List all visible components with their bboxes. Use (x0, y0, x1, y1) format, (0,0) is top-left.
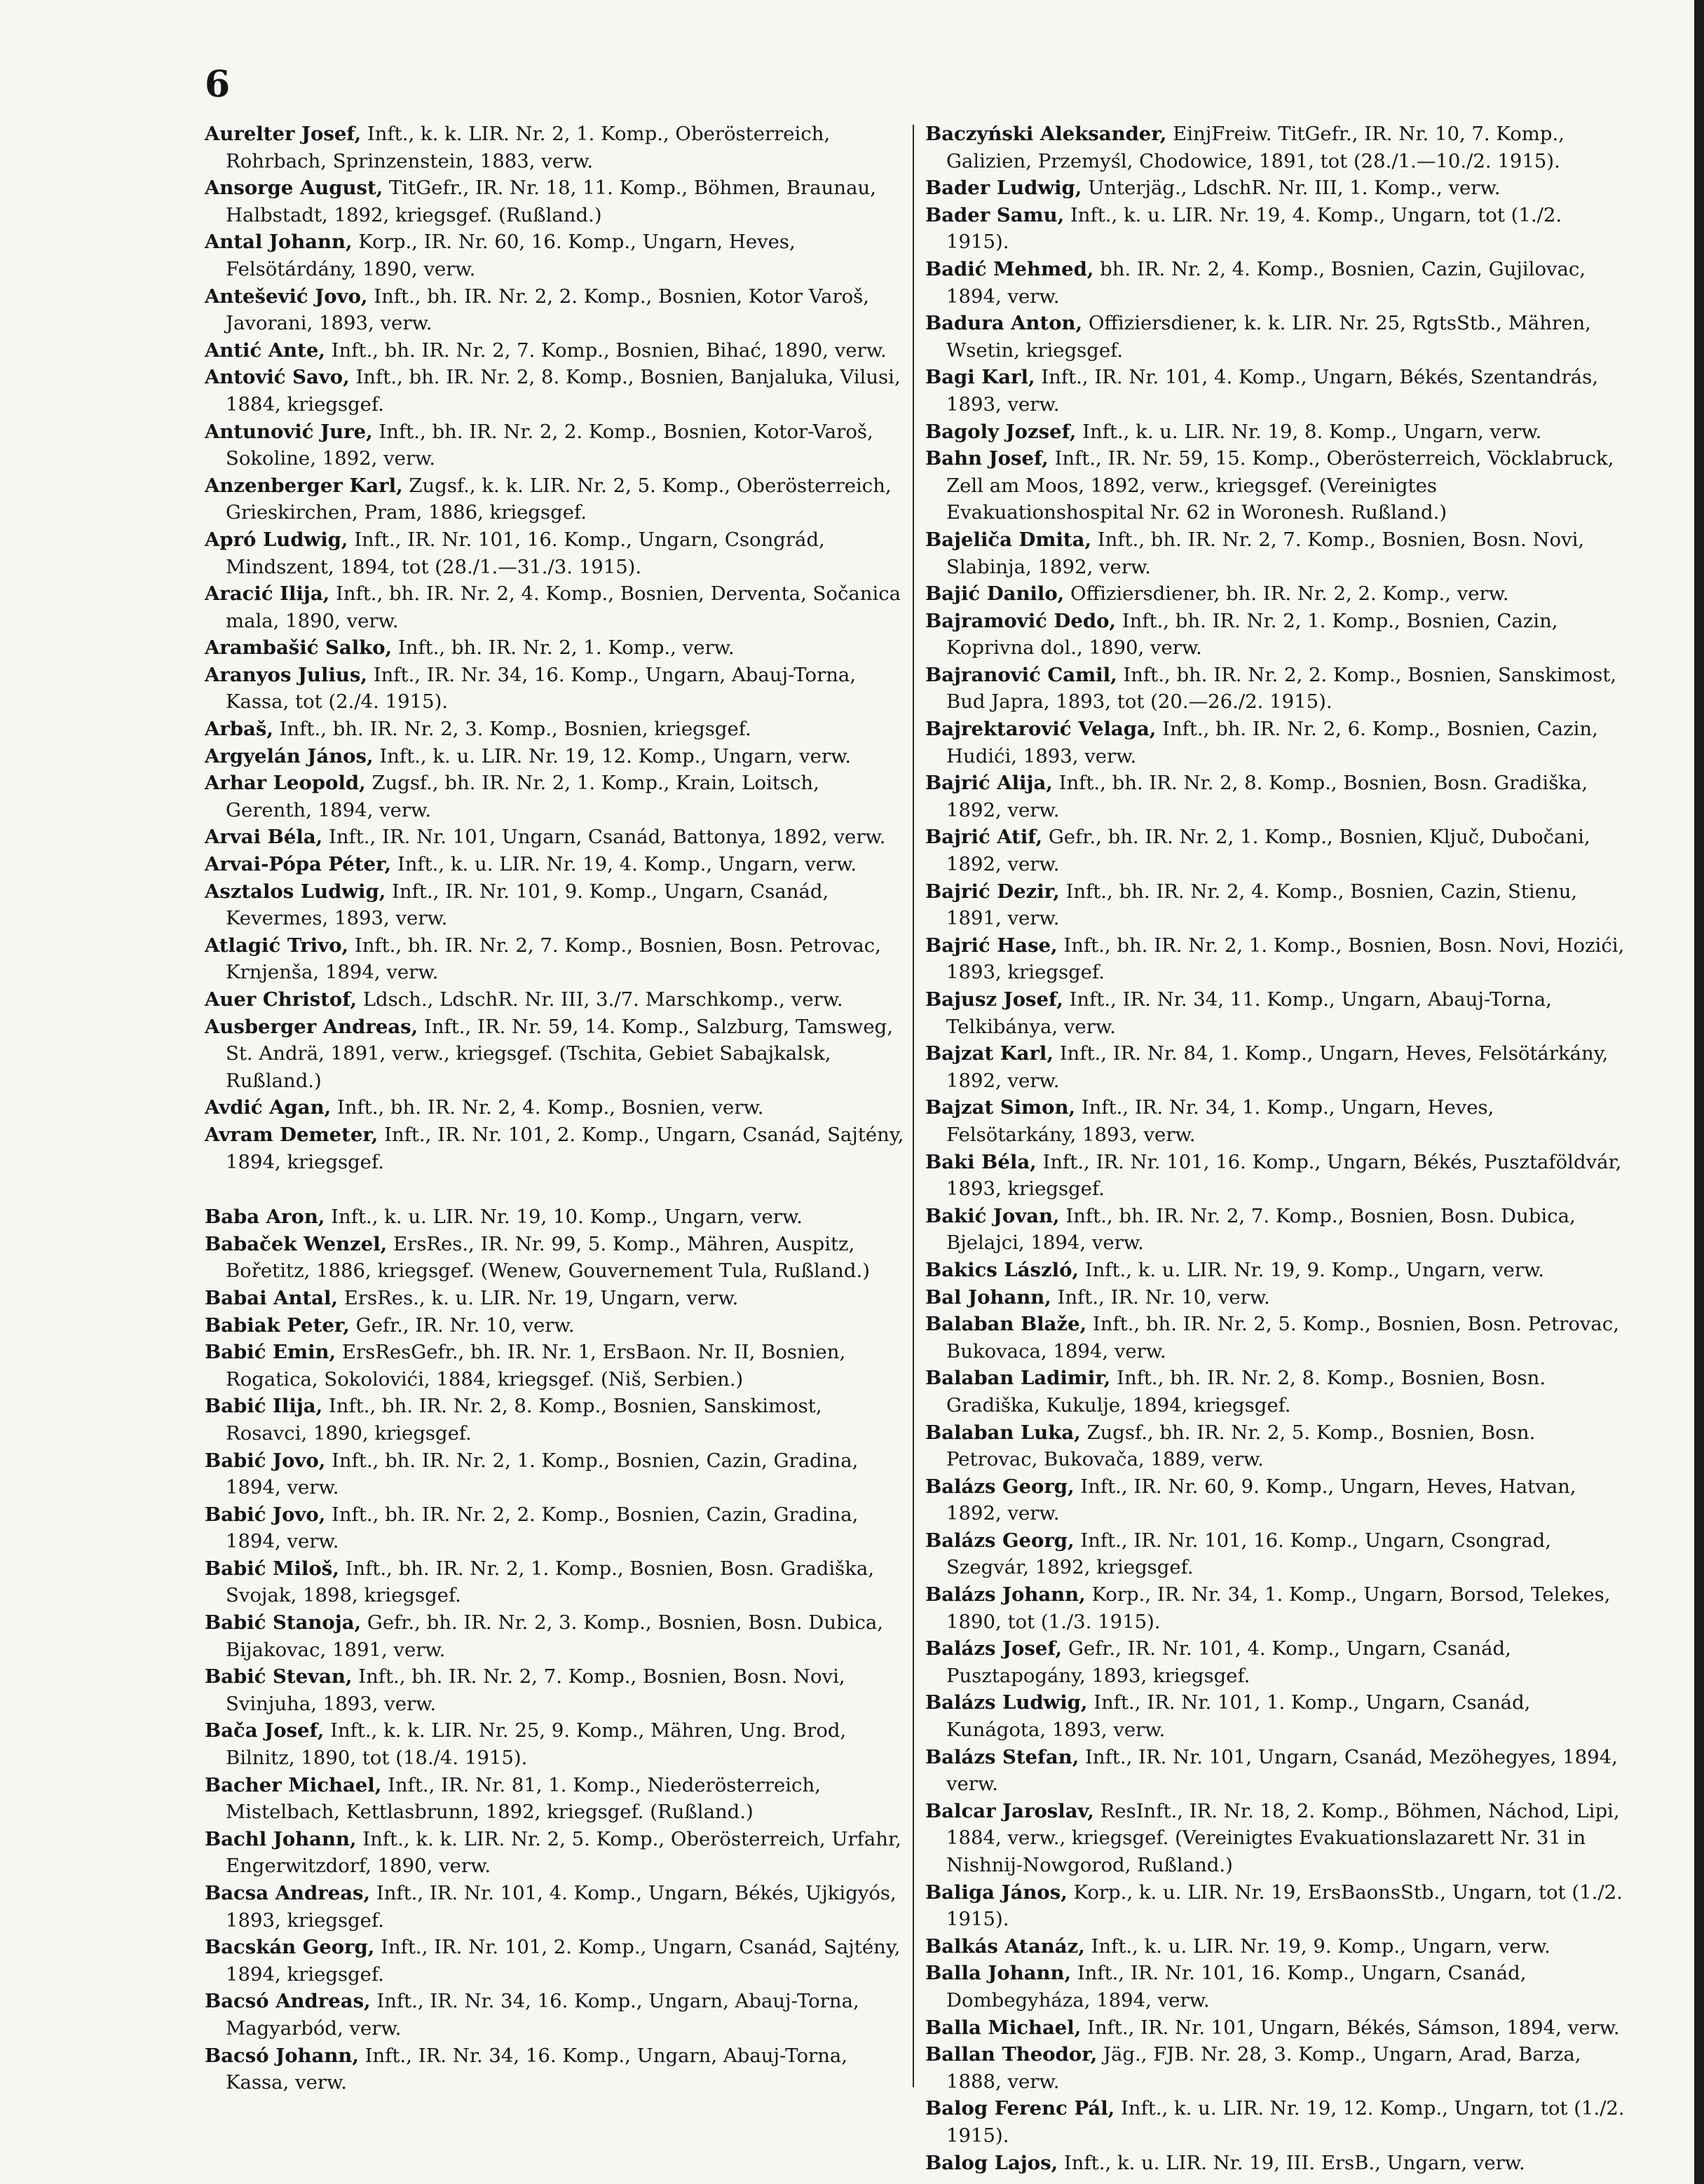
register-entry (925, 770, 1626, 824)
register-entry (925, 1149, 1626, 1203)
register-entry (925, 608, 1626, 662)
entry-name: Bacsó Johann, (205, 2044, 359, 2067)
register-entry (205, 364, 906, 418)
register-entry (925, 878, 1626, 932)
entry-name: Argyelán János, (205, 744, 374, 767)
register-entry (205, 418, 906, 472)
entry-details: Inft., k. u. LIR. Nr. 19, 9. Komp., Ungarn, verw. (1084, 1934, 1550, 1958)
entry-details: Inft., IR. Nr. 34, 16. Komp., Ungarn, Abauj-Torna, Magyarbód, verw. (226, 1990, 859, 2040)
entry-details: Inft., IR. Nr. 101, 16. Komp., Ungarn, Csanád, Dombegyháza, 1894, verw. (946, 1962, 1527, 2012)
entry-name: Balázs Josef, (925, 1637, 1063, 1660)
register-entry (925, 1473, 1626, 1527)
entry-name: Baczyński Aleksander, (925, 123, 1167, 145)
entry-details: Inft., bh. IR. Nr. 2, 7. Komp., Bosnien, Bosn. Dubica, Bjelajci, 1894, verw. (946, 1204, 1576, 1255)
page-edge-shadow (1694, 0, 1704, 2184)
page-number: 6 (205, 63, 231, 106)
entry-name: Antić Ante, (205, 339, 325, 362)
entry-details: Inft., IR. Nr. 59, 14. Komp., Salzburg, Tamsweg, St. Andrä, 1891, verw., kriegsgef. (Tschita, Gebiet Sabajkalsk, Rußland.) (226, 1015, 893, 1092)
entry-details: Inft., k. k. LIR. Nr. 2, 1. Komp., Oberösterreich, Rohrbach, Sprinzenstein, 1883, verw. (226, 123, 831, 172)
entry-name: Avram Demeter, (205, 1123, 379, 1146)
entry-name: Bajusz Josef, (925, 988, 1063, 1011)
section-gap (205, 1175, 906, 1203)
entry-name: Auer Christof, (205, 988, 357, 1011)
entry-details: Inft., bh. IR. Nr. 2, 3. Komp., Bosnien, kriegsgef. (273, 718, 751, 741)
entry-name: Bacher Michael, (205, 1773, 382, 1796)
register-entry (205, 1663, 906, 1717)
entry-details: ErsRes., k. u. LIR. Nr. 19, Ungarn, verw. (338, 1286, 739, 1309)
entry-name: Ansorge August, (205, 177, 383, 200)
entry-name: Bakić Jovan, (925, 1204, 1060, 1227)
entry-name: Babaček Wenzel, (205, 1232, 388, 1255)
entry-details: Gefr., bh. IR. Nr. 2, 1. Komp., Bosnien, Ključ, Dubočani, 1892, verw. (946, 826, 1590, 876)
entry-details: Korp., IR. Nr. 60, 16. Komp., Ungarn, Heves, Felsötárdány, 1890, verw. (226, 231, 796, 280)
right-column (925, 121, 1626, 2176)
register-entry (925, 1419, 1626, 1473)
register-entry (205, 1013, 906, 1095)
entry-name: Antović Savo, (205, 366, 350, 389)
entry-details: TitGefr., IR. Nr. 18, 11. Komp., Böhmen, Braunau, Halbstadt, 1892, kriegsgef. (Rußland.) (226, 177, 876, 226)
entry-details: Inft., bh. IR. Nr. 2, 2. Komp., Bosnien, Cazin, Gradina, 1894, verw. (226, 1503, 859, 1553)
entry-name: Balaban Ladimir, (925, 1367, 1111, 1390)
entry-details: Inft., k. u. LIR. Nr. 19, 12. Komp., Ungarn, tot (1./2. 1915). (946, 2097, 1625, 2147)
entry-name: Antunović Jure, (205, 420, 373, 443)
register-entry (205, 526, 906, 580)
entry-details: Inft., k. u. LIR. Nr. 19, 8. Komp., Ungarn, verw. (1076, 420, 1542, 443)
register-entry (205, 1339, 906, 1393)
register-entry (205, 1393, 906, 1447)
register-entry (205, 228, 906, 282)
entry-details: Inft., bh. IR. Nr. 2, 4. Komp., Bosnien, Cazin, Stienu, 1891, verw. (946, 880, 1578, 930)
entry-name: Bajzat Karl, (925, 1042, 1054, 1065)
register-entry (925, 1879, 1626, 1933)
register-entry (205, 634, 906, 662)
entry-name: Badić Mehmed, (925, 257, 1094, 280)
register-entry (205, 1772, 906, 1826)
register-entry (925, 580, 1626, 608)
register-entry (205, 1094, 906, 1121)
entry-details: Inft., IR. Nr. 101, 4. Komp., Ungarn, Békés, Ujkigyós, 1893, kriegsgef. (226, 1882, 897, 1932)
entry-name: Bacskán Georg, (205, 1936, 375, 1959)
entry-details: Inft., IR. Nr. 101, Ungarn, Csanád, Mezöhegyes, 1894, verw. (946, 1745, 1618, 1796)
entry-name: Bajrić Atif, (925, 826, 1043, 849)
entry-details: Inft., k. k. LIR. Nr. 2, 5. Komp., Oberösterreich, Urfahr, Engerwitzdorf, 1890, verw. (226, 1827, 901, 1878)
entry-details: Inft., IR. Nr. 101, Ungarn, Csanád, Battonya, 1892, verw. (322, 826, 886, 849)
entry-name: Apró Ludwig, (205, 528, 348, 551)
entry-details: Inft., IR. Nr. 101, 4. Komp., Ungarn, Békés, Szentandrás, 1893, verw. (946, 366, 1598, 416)
entry-details: Inft., IR. Nr. 81, 1. Komp., Niederösterreich, Mistelbach, Kettlasbrunn, 1892, kriegsgef. (Rußland.) (226, 1773, 821, 1824)
register-entry (925, 1798, 1626, 1879)
entry-details: Jäg., FJB. Nr. 28, 3. Komp., Ungarn, Arad, Barza, 1888, verw. (946, 2043, 1581, 2093)
entry-name: Bajrektarović Velaga, (925, 718, 1157, 741)
entry-details: Korp., k. u. LIR. Nr. 19, ErsBaonsStb., Ungarn, tot (1./2. 1915). (946, 1881, 1623, 1931)
register-entry (925, 1744, 1626, 1798)
entry-details: Inft., IR. Nr. 34, 16. Komp., Ungarn, Abauj-Torna, Kassa, verw. (226, 2044, 848, 2094)
entry-details: Zugsf., bh. IR. Nr. 2, 1. Komp., Krain, Loitsch, Gerenth, 1894, verw. (226, 772, 819, 821)
entry-details: Inft., IR. Nr. 101, Ungarn, Békés, Sámson, 1894, verw. (1081, 2016, 1620, 2039)
entry-name: Bader Samu, (925, 203, 1065, 226)
register-entry (925, 1094, 1626, 1148)
register-entry (925, 310, 1626, 364)
entry-name: Babić Miloš, (205, 1557, 339, 1580)
entry-name: Bajrić Alija, (925, 772, 1053, 795)
entry-name: Asztalos Ludwig, (205, 880, 386, 903)
entry-details: Inft., bh. IR. Nr. 2, 8. Komp., Bosnien, Bosn. Gradiška, Kukulje, 1894, kriegsgef. (946, 1367, 1546, 1417)
register-entry (205, 337, 906, 364)
register-entry (205, 1826, 906, 1880)
entry-name: Babić Ilija, (205, 1395, 323, 1418)
entry-details: Inft., bh. IR. Nr. 2, 8. Komp., Bosnien, Bosn. Gradiška, 1892, verw. (946, 772, 1588, 821)
entry-name: Aracić Ilija, (205, 582, 330, 606)
entry-details: Inft., k. u. LIR. Nr. 19, III. ErsB., Ungarn, verw. (1058, 2151, 1525, 2174)
register-entry (205, 1609, 906, 1663)
entry-details: Inft., bh. IR. Nr. 2, 7. Komp., Bosnien, Bihać, 1890, verw. (325, 339, 887, 362)
register-entry (205, 824, 906, 851)
entry-name: Bajranović Camil, (925, 663, 1117, 686)
register-entry (205, 580, 906, 634)
entry-details: Inft., IR. Nr. 101, 2. Komp., Ungarn, Csanád, Sajtény, 1894, kriegsgef. (226, 1123, 904, 1173)
entry-details: Zugsf., k. k. LIR. Nr. 2, 5. Komp., Oberösterreich, Grieskirchen, Pram, 1886, kriegsgef. (226, 474, 892, 524)
entry-details: Inft., IR. Nr. 60, 9. Komp., Ungarn, Heves, Hatvan, 1892, verw. (946, 1475, 1576, 1525)
register-entry (205, 1121, 906, 1175)
register-entry (205, 986, 906, 1013)
entry-name: Babai Antal, (205, 1286, 339, 1309)
entry-name: Aranyos Julius, (205, 663, 367, 686)
entry-details: Inft., bh. IR. Nr. 2, 2. Komp., Bosnien, Kotor Varoš, Javorani, 1893, verw. (226, 285, 870, 335)
entry-name: Anzenberger Karl, (205, 474, 403, 497)
register-entry (205, 1555, 906, 1609)
register-entry (205, 121, 906, 175)
register-entry (925, 1311, 1626, 1365)
entry-name: Bagoly Jozsef, (925, 420, 1077, 443)
entry-details: Inft., k. k. LIR. Nr. 25, 9. Komp., Mähren, Ung. Brod, Bilnitz, 1890, tot (18./4. 1915). (226, 1719, 847, 1770)
entry-name: Balázs Johann, (925, 1583, 1086, 1606)
entry-details: Inft., IR. Nr. 34, 11. Komp., Ungarn, Abauj-Torna, Telkibánya, verw. (946, 988, 1552, 1038)
entry-details: Inft., bh. IR. Nr. 2, 1. Komp., Bosnien, Bosn. Gradiška, Svojak, 1898, kriegsgef. (226, 1557, 875, 1607)
register-entry (205, 851, 906, 878)
entry-name: Bacsó Andreas, (205, 1990, 371, 2013)
register-entry (925, 932, 1626, 986)
entry-name: Balcar Jaroslav, (925, 1799, 1094, 1822)
entry-name: Balla Michael, (925, 2016, 1082, 2039)
entry-details: Inft., IR. Nr. 101, 16. Komp., Ungarn, Csongrád, Mindszent, 1894, tot (28./1.—31./3. 1915). (226, 528, 825, 578)
entry-name: Babić Stevan, (205, 1665, 353, 1688)
entry-name: Badura Anton, (925, 312, 1083, 335)
entry-name: Bača Josef, (205, 1719, 325, 1742)
entry-details: Inft., k. u. LIR. Nr. 19, 4. Komp., Ungarn, verw. (391, 853, 857, 876)
register-entry (925, 1203, 1626, 1257)
register-entry (925, 1960, 1626, 2014)
entry-name: Baki Béla, (925, 1150, 1037, 1173)
entry-details: Inft., bh. IR. Nr. 2, 8. Komp., Bosnien, Banjaluka, Vilusi, 1884, kriegsgef. (226, 366, 901, 416)
entry-details: Offiziersdiener, k. k. LIR. Nr. 25, RgtsStb., Mähren, Wsetin, kriegsgef. (946, 312, 1591, 362)
entry-name: Baba Aron, (205, 1206, 325, 1229)
entry-details: Inft., k. u. LIR. Nr. 19, 4. Komp., Ungarn, tot (1./2. 1915). (946, 203, 1562, 254)
register-entry (925, 824, 1626, 878)
entry-details: Korp., IR. Nr. 34, 1. Komp., Ungarn, Borsod, Telekes, 1890, tot (1./3. 1915). (946, 1583, 1611, 1633)
entry-details: Inft., IR. Nr. 84, 1. Komp., Ungarn, Heves, Felsötárkány, 1892, verw. (946, 1042, 1609, 1092)
entry-details: bh. IR. Nr. 2, 4. Komp., Bosnien, Cazin, Gujilovac, 1894, verw. (946, 257, 1586, 308)
entry-name: Balázs Stefan, (925, 1745, 1079, 1768)
entry-details: Zugsf., bh. IR. Nr. 2, 5. Komp., Bosnien, Bosn. Petrovac, Bukovača, 1889, verw. (946, 1421, 1536, 1471)
entry-details: ErsResGefr., bh. IR. Nr. 1, ErsBaon. Nr. II, Bosnien, Rogatica, Sokolovići, 1884, kriegsgef. (Niš, Serbien.) (226, 1341, 846, 1391)
entry-details: Inft., IR. Nr. 10, verw. (1051, 1285, 1270, 1309)
entry-name: Babić Emin, (205, 1341, 336, 1364)
register-entry (205, 1285, 906, 1312)
entry-details: Gefr., bh. IR. Nr. 2, 3. Komp., Bosnien, Bosn. Dubica, Bijakovac, 1891, verw. (226, 1611, 884, 1661)
entry-name: Bal Johann, (925, 1285, 1051, 1309)
entry-details: Inft., k. u. LIR. Nr. 19, 9. Komp., Ungarn, verw. (1078, 1258, 1544, 1281)
register-entry (925, 1257, 1626, 1284)
entry-details: Unterjäg., LdschR. Nr. III, 1. Komp., verw. (1082, 177, 1501, 200)
entry-name: Bakics László, (925, 1258, 1079, 1281)
entry-details: ResInft., IR. Nr. 18, 2. Komp., Böhmen, Náchod, Lipi, 1884, verw., kriegsgef. (Vereinigtes Evakuationslazarett Nr. 31 in Nishnij-Nowgorod, Rußland.) (946, 1799, 1620, 1876)
column-divider (913, 125, 914, 2087)
entry-name: Arvai Béla, (205, 826, 323, 849)
entry-name: Balaban Blaže, (925, 1313, 1087, 1336)
register-entry (925, 2014, 1626, 2042)
entry-name: Babiak Peter, (205, 1313, 350, 1337)
entry-name: Antal Johann, (205, 231, 353, 254)
entry-details: Inft., bh. IR. Nr. 2, 8. Komp., Bosnien, Sanskimost, Rosavci, 1890, kriegsgef. (226, 1395, 822, 1445)
entry-details: Inft., IR. Nr. 34, 1. Komp., Ungarn, Heves, Felsötarkány, 1893, verw. (946, 1096, 1494, 1146)
register-entry (205, 1203, 906, 1231)
entry-name: Bajeliča Dmita, (925, 528, 1092, 551)
register-entry (205, 175, 906, 228)
entry-name: Balog Lajos, (925, 2151, 1058, 2174)
entry-name: Balázs Georg, (925, 1529, 1075, 1552)
register-entry (205, 1231, 906, 1285)
entry-name: Bagi Karl, (925, 366, 1035, 389)
register-entry (925, 1527, 1626, 1581)
register-entry (205, 1717, 906, 1771)
entry-name: Balla Johann, (925, 1962, 1072, 1985)
entry-details: ErsRes., IR. Nr. 99, 5. Komp., Mähren, Auspitz, Bořetitz, 1886, kriegsgef. (Wenew, Gouvernement Tula, Rußland.) (226, 1232, 870, 1283)
register-entry (205, 283, 906, 337)
register-entry (205, 1988, 906, 2042)
entry-name: Balázs Georg, (925, 1475, 1075, 1498)
entry-details: Inft., IR. Nr. 101, 1. Komp., Ungarn, Csanád, Kunágota, 1893, verw. (946, 1691, 1531, 1742)
register-entry (925, 445, 1626, 526)
entry-name: Balkás Atanáz, (925, 1934, 1085, 1958)
register-entry (925, 716, 1626, 770)
entry-details: Inft., bh. IR. Nr. 2, 7. Komp., Bosnien, Bosn. Novi, Slabinja, 1892, verw. (946, 528, 1585, 578)
entry-details: Inft., bh. IR. Nr. 2, 4. Komp., Bosnien, verw. (331, 1096, 764, 1119)
entry-details: Inft., bh. IR. Nr. 2, 1. Komp., Bosnien, Cazin, Gradina, 1894, verw. (226, 1449, 859, 1499)
left-column (205, 121, 906, 2096)
entry-details: Inft., IR. Nr. 101, 16. Komp., Ungarn, Csongrad, Szegvár, 1892, kriegsgef. (946, 1529, 1551, 1579)
entry-details: Inft., bh. IR. Nr. 2, 7. Komp., Bosnien, Bosn. Novi, Svinjuha, 1893, verw. (226, 1665, 845, 1715)
entry-details: Offiziersdiener, bh. IR. Nr. 2, 2. Komp., verw. (1064, 582, 1509, 606)
register-entry (925, 986, 1626, 1040)
entry-details: Inft., bh. IR. Nr. 2, 5. Komp., Bosnien, Bosn. Petrovac, Bukovaca, 1894, verw. (946, 1313, 1619, 1363)
register-entry (205, 932, 906, 986)
entry-details: Inft., IR. Nr. 34, 16. Komp., Ungarn, Abauj-Torna, Kassa, tot (2./4. 1915). (226, 663, 857, 714)
entry-name: Arhar Leopold, (205, 772, 366, 795)
register-entry (925, 1040, 1626, 1094)
register-entry (205, 1501, 906, 1555)
entry-name: Baliga János, (925, 1881, 1068, 1904)
entry-name: Bajrić Dezir, (925, 880, 1060, 903)
entry-details: Gefr., IR. Nr. 10, verw. (349, 1313, 575, 1337)
register-entry (205, 743, 906, 770)
entry-details: Gefr., IR. Nr. 101, 4. Komp., Ungarn, Csanád, Pusztapogány, 1893, kriegsgef. (946, 1637, 1511, 1687)
entry-name: Bachl Johann, (205, 1827, 357, 1850)
register-entry (925, 1365, 1626, 1419)
register-entry (925, 1689, 1626, 1743)
entry-name: Arambašić Salko, (205, 636, 393, 660)
entry-details: Inft., IR. Nr. 101, 9. Komp., Ungarn, Csanád, Kevermes, 1893, verw. (226, 880, 829, 930)
entry-details: Inft., bh. IR. Nr. 2, 6. Komp., Bosnien, Cazin, Hudići, 1893, verw. (946, 718, 1598, 767)
entry-name: Arbaš, (205, 718, 273, 741)
register-entry (205, 716, 906, 743)
entry-name: Bacsa Andreas, (205, 1882, 371, 1904)
register-entry (925, 1933, 1626, 1960)
register-entry (205, 770, 906, 824)
entry-name: Ausberger Andreas, (205, 1015, 418, 1038)
register-entry (205, 1312, 906, 1339)
entry-details: Inft., bh. IR. Nr. 2, 1. Komp., verw. (392, 636, 735, 660)
register-entry (925, 1635, 1626, 1689)
entry-details: Inft., bh. IR. Nr. 2, 2. Komp., Bosnien, Kotor-Varoš, Sokoline, 1892, verw. (226, 420, 873, 470)
register-entry (925, 418, 1626, 446)
register-entry (205, 472, 906, 526)
register-entry (925, 121, 1626, 175)
register-entry (925, 1581, 1626, 1635)
register-entry (205, 2042, 906, 2096)
register-entry (925, 202, 1626, 256)
entry-name: Balázs Ludwig, (925, 1691, 1088, 1714)
entry-name: Atlagić Trivo, (205, 934, 349, 957)
entry-details: Inft., bh. IR. Nr. 2, 4. Komp., Bosnien, Derventa, Sočanica mala, 1890, verw. (226, 582, 901, 632)
entry-name: Bader Ludwig, (925, 177, 1082, 200)
register-entry (925, 2041, 1626, 2095)
entry-details: Inft., k. u. LIR. Nr. 19, 12. Komp., Ungarn, verw. (373, 744, 852, 767)
entry-name: Balog Ferenc Pál, (925, 2097, 1115, 2120)
entry-name: Avdić Agan, (205, 1096, 332, 1119)
register-entry (925, 2150, 1626, 2177)
entry-details: EinjFreiw. TitGefr., IR. Nr. 10, 7. Komp., Galizien, Przemyśl, Chodowice, 1891, tot (28./1.—10./2. 1915). (946, 123, 1565, 172)
register-entry (925, 256, 1626, 310)
entry-name: Babić Jovo, (205, 1449, 326, 1472)
entry-details: Inft., IR. Nr. 101, 16. Komp., Ungarn, Békés, Pusztaföldvár, 1893, kriegsgef. (946, 1150, 1622, 1201)
entry-name: Bajić Danilo, (925, 582, 1065, 606)
entry-name: Aurelter Josef, (205, 123, 362, 145)
entry-name: Bahn Josef, (925, 447, 1049, 470)
entry-details: Inft., IR. Nr. 59, 15. Komp., Oberösterreich, Vöcklabruck, Zell am Moos, 1892, verw., kriegsgef. (Vereinigtes Evakuationshospital Nr. 62 in Woronesh. Rußland.) (946, 447, 1614, 524)
entry-details: Ldsch., LdschR. Nr. III, 3./7. Marschkomp., verw. (357, 988, 843, 1011)
entry-details: Inft., bh. IR. Nr. 2, 1. Komp., Bosnien, Cazin, Koprivna dol., 1890, verw. (946, 609, 1558, 660)
register-entry (205, 878, 906, 932)
entry-details: Inft., bh. IR. Nr. 2, 7. Komp., Bosnien, Bosn. Petrovac, Krnjenša, 1894, verw. (226, 934, 881, 984)
register-entry (925, 662, 1626, 716)
entry-name: Bajramović Dedo, (925, 609, 1116, 632)
entry-name: Arvai-Pópa Péter, (205, 853, 392, 876)
register-entry (925, 175, 1626, 202)
entry-name: Ballan Theodor, (925, 2043, 1098, 2066)
entry-name: Antešević Jovo, (205, 285, 368, 308)
register-entry (925, 1284, 1626, 1311)
entry-name: Balaban Luka, (925, 1421, 1081, 1444)
register-entry (205, 662, 906, 716)
register-entry (925, 364, 1626, 418)
register-entry (205, 1934, 906, 1988)
register-entry (205, 1880, 906, 1934)
entry-details: Inft., bh. IR. Nr. 2, 1. Komp., Bosnien, Bosn. Novi, Hozići, 1893, kriegsgef. (946, 934, 1625, 984)
entry-details: Inft., bh. IR. Nr. 2, 2. Komp., Bosnien, Sanskimost, Bud Japra, 1893, tot (20.—26./2. 1915). (946, 663, 1617, 714)
entry-details: Inft., k. u. LIR. Nr. 19, 10. Komp., Ungarn, verw. (325, 1206, 803, 1229)
register-entry (925, 526, 1626, 580)
entry-name: Babić Jovo, (205, 1503, 326, 1526)
register-entry (925, 2095, 1626, 2149)
entry-details: Inft., IR. Nr. 101, 2. Komp., Ungarn, Csanád, Sajtény, 1894, kriegsgef. (226, 1936, 901, 1986)
entry-name: Babić Stanoja, (205, 1611, 362, 1634)
register-entry (205, 1447, 906, 1501)
entry-name: Bajrić Hase, (925, 934, 1058, 957)
entry-name: Bajzat Simon, (925, 1096, 1076, 1119)
